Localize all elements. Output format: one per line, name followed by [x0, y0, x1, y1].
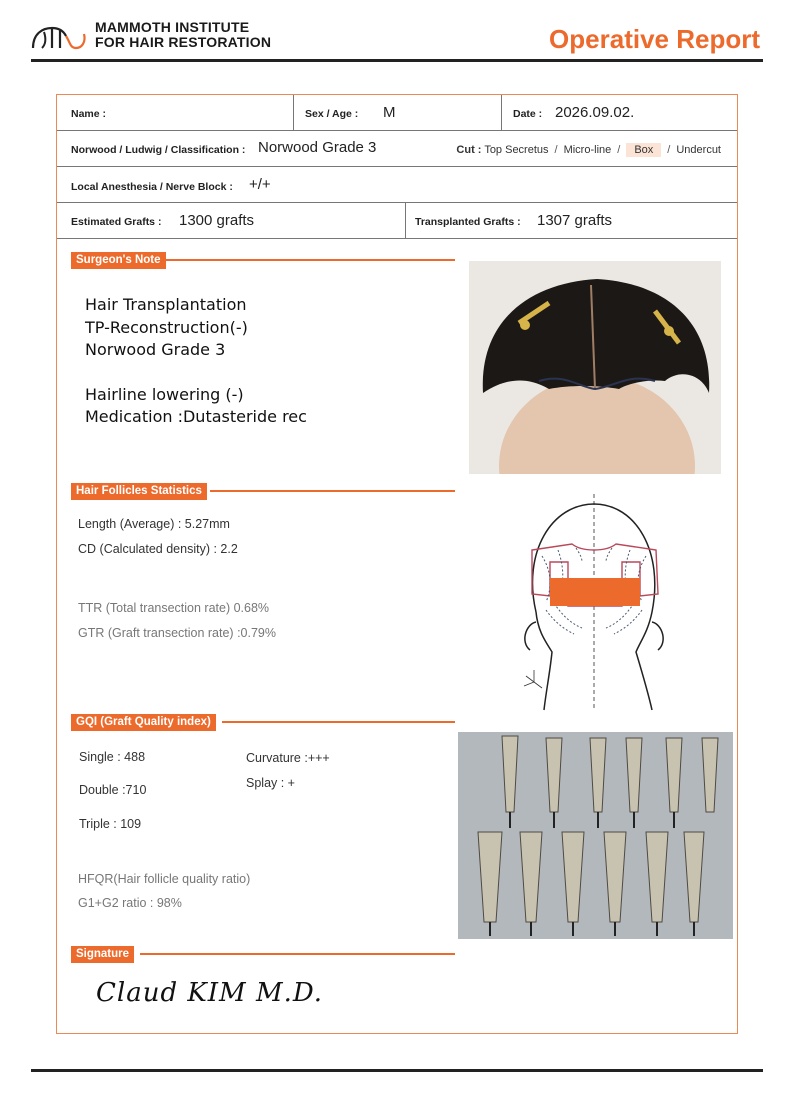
- classification-label: Norwood / Ludwig / Classification :: [71, 144, 246, 156]
- cut-label: Cut :: [456, 144, 482, 156]
- note-line: TP-Reconstruction(-): [85, 318, 248, 337]
- length-stat: Length (Average) : 5.27mm: [78, 517, 230, 531]
- classification-value: Norwood Grade 3: [258, 139, 377, 156]
- follicle-stats-heading: Hair Follicles Statistics: [71, 483, 207, 500]
- g1g2-ratio: G1+G2 ratio : 98%: [78, 896, 182, 910]
- splay-value: Splay : +: [246, 776, 295, 790]
- date-value: 2026.09.02.: [555, 104, 635, 121]
- cut-option: Top Secretus: [484, 144, 549, 156]
- info-row-anesthesia: [57, 167, 737, 203]
- transplanted-grafts-value: 1307 grafts: [537, 212, 613, 229]
- section-rule: [210, 490, 455, 492]
- cut-option: Micro-line: [563, 144, 612, 156]
- follicle-photo: [458, 732, 733, 939]
- single-count: Single : 488: [79, 750, 146, 764]
- note-line: Hairline lowering (-): [85, 385, 244, 404]
- divider: [501, 95, 502, 130]
- info-row-name: [57, 95, 737, 131]
- transplanted-grafts-label: Transplanted Grafts :: [415, 216, 521, 228]
- section-rule: [222, 721, 455, 723]
- triple-count: Triple : 109: [79, 817, 142, 831]
- note-line: Hair Transplantation: [85, 295, 247, 314]
- anesthesia-value: +/+: [249, 176, 271, 193]
- signature-heading: Signature: [71, 946, 134, 963]
- section-rule: [140, 953, 455, 955]
- estimated-grafts-label: Estimated Grafts :: [71, 216, 162, 228]
- institute-name-line1: MAMMOTH INSTITUTE: [95, 19, 250, 35]
- estimated-grafts-value: 1300 grafts: [179, 212, 255, 229]
- note-line: Medication :Dutasteride rec: [85, 407, 307, 426]
- donor-area-diagram: [512, 492, 672, 712]
- anesthesia-label: Local Anesthesia / Nerve Block :: [71, 181, 233, 193]
- report-title: Operative Report: [549, 24, 760, 54]
- curvature-value: Curvature :+++: [246, 751, 330, 765]
- note-line: Norwood Grade 3: [85, 340, 226, 359]
- divider: [405, 203, 406, 238]
- gqi-heading: GQI (Graft Quality index): [71, 714, 216, 731]
- info-row-grafts: [57, 203, 737, 239]
- double-count: Double :710: [79, 783, 147, 797]
- hfqr-label: HFQR(Hair follicle quality ratio): [78, 872, 251, 886]
- doctor-signature: Claud KIM M.D.: [96, 978, 324, 1008]
- info-row-classification: [57, 131, 737, 167]
- density-stat: CD (Calculated density) : 2.2: [78, 542, 238, 556]
- institute-name-line2: FOR HAIR RESTORATION: [95, 34, 272, 50]
- footer-divider: [31, 1069, 763, 1072]
- cut-options: Cut : Top Secretus / Micro-line / Box / Undercut: [456, 144, 721, 156]
- section-rule: [165, 259, 455, 261]
- name-label: Name :: [71, 108, 107, 120]
- scalp-photo: [469, 261, 721, 474]
- gtr-stat: GTR (Graft transection rate) :0.79%: [78, 626, 276, 640]
- surgeon-note-heading: Surgeon's Note: [71, 252, 166, 269]
- institute-name: [95, 20, 271, 50]
- ttr-stat: TTR (Total transection rate) 0.68%: [78, 601, 270, 615]
- cut-option: Undercut: [676, 144, 721, 156]
- header-divider: [31, 59, 763, 62]
- date-label: Date :: [513, 108, 543, 120]
- divider: [293, 95, 294, 130]
- logo-icon: [30, 20, 90, 50]
- sex-age-label: Sex / Age :: [305, 108, 359, 120]
- sex-age-value: M: [383, 104, 396, 121]
- cut-option-selected: Box: [626, 143, 661, 157]
